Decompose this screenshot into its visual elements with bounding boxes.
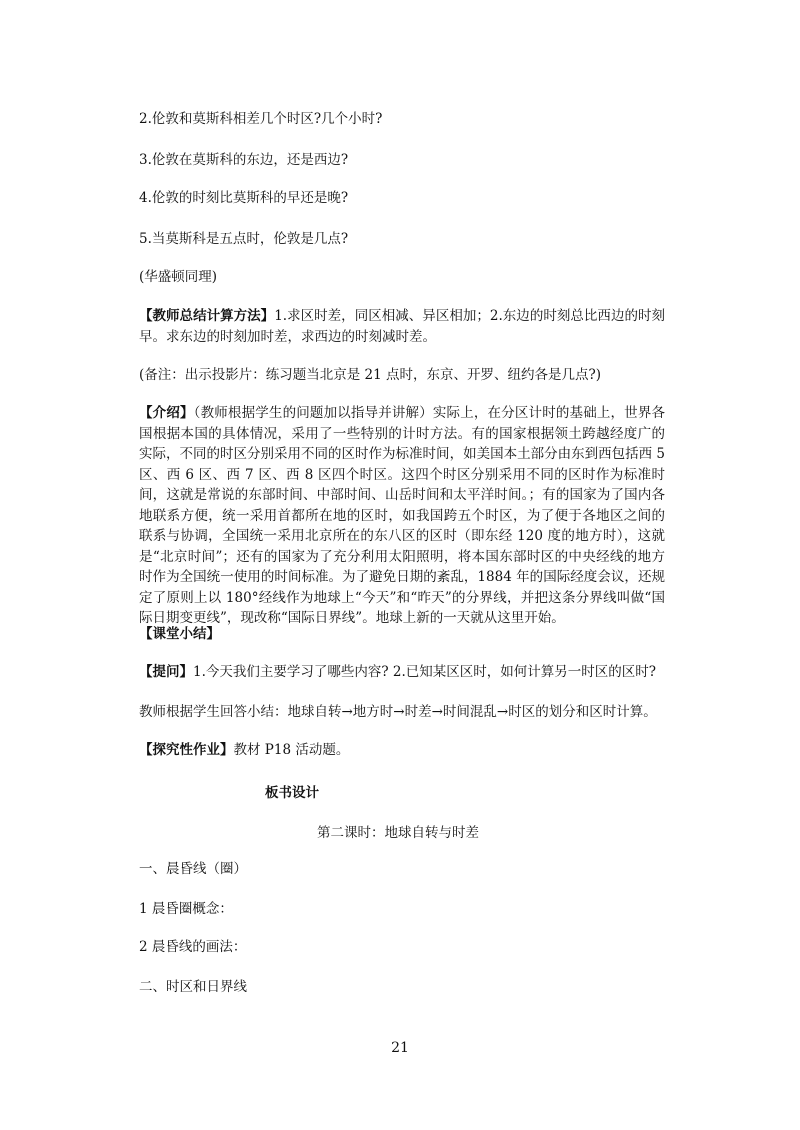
- board-title: 板书设计: [265, 785, 319, 801]
- board-item: 2 晨昏线的画法：: [139, 939, 247, 955]
- board-item: 一、晨昏线（圈）: [139, 861, 247, 877]
- homework-line: [139, 741, 349, 759]
- board-item: 1 晨昏圈概念：: [139, 901, 233, 917]
- remark: (备注：出示投影片：练习题当北京是 21 点时，东京、开罗、纽约各是几点?): [139, 367, 602, 383]
- washington-note: (华盛顿同理): [139, 269, 218, 285]
- homework-text: 教材 P18 活动题。: [233, 742, 350, 758]
- teacher-answer: 教师根据学生回答小结：地球自转→地方时→时差→时间混乱→时区的划分和区时计算。: [139, 704, 657, 720]
- teacher-summary-text: 1.求区时差，同区相减、异区相加；2.东边的时刻总比西边的时刻早。求东边的时刻加时差，求西边的时刻减时差。: [139, 308, 665, 345]
- question-2: 2.伦敦和莫斯科相差几个时区?几个小时?: [139, 111, 383, 127]
- teacher-summary: [139, 306, 665, 347]
- intro-text: （教师根据学生的问题加以指导并讲解）实际上，在分区计时的基础上，世界各国根据本国的具体情况，采用了一些特别的计时方法。有的国家根据领土跨越经度广的实际，不同的时区分别采用不同的区时作为标准时间，如美国本土部分由东到西包括西 5 区、西 6 区、西 7 区、西 8 区四个时区。这四个时区分别采用不同的区时作为标准时间，这就是常说的东部时间、中部时间、山岳时间和太平洋时间。；有的国家为了国内各地联系方便，统一采用首都所在地的区时，如我国跨五个时区，为了便于各地区之间的联系与协调，全国统一采用北京所在的东八区的区时（即东经 120 度的地方时），这就是“北京时间”；还有的国家为了充分利用太阳照明，将本国东部时区的中央经线的地方时作为全国统一使用的时间标准。为了避免日期的紊乱，1884 年的国际经度会议，还规定了原则上以 180°经线作为地球上“今天”和“昨天”的分界线，并把这条分界线叫做“国际日期变更线”，现改称“国际日界线”。地球上新的一天就从这里开始。: [139, 405, 666, 626]
- intro-paragraph: [139, 403, 665, 629]
- question-label: 【提问】: [139, 664, 193, 680]
- class-summary-heading: 【课堂小结】: [139, 626, 220, 642]
- board-subtitle: 第二课时：地球自转与时差: [317, 825, 479, 841]
- board-item: 二、时区和日界线: [139, 979, 247, 995]
- question-5: 5.当莫斯科是五点时，伦敦是几点?: [139, 231, 349, 247]
- question-line: [139, 663, 656, 681]
- question-text: 1.今天我们主要学习了哪些内容? 2.已知某区区时，如何计算另一时区的区时?: [193, 664, 657, 680]
- question-4: 4.伦敦的时刻比莫斯科的早还是晚?: [139, 190, 349, 206]
- page-number: 21: [391, 1040, 409, 1056]
- teacher-summary-label: 【教师总结计算方法】: [139, 308, 275, 324]
- intro-label: 【介绍】: [139, 405, 194, 421]
- question-3: 3.伦敦在莫斯科的东边，还是西边?: [139, 152, 349, 168]
- homework-label: 【探究性作业】: [139, 742, 234, 758]
